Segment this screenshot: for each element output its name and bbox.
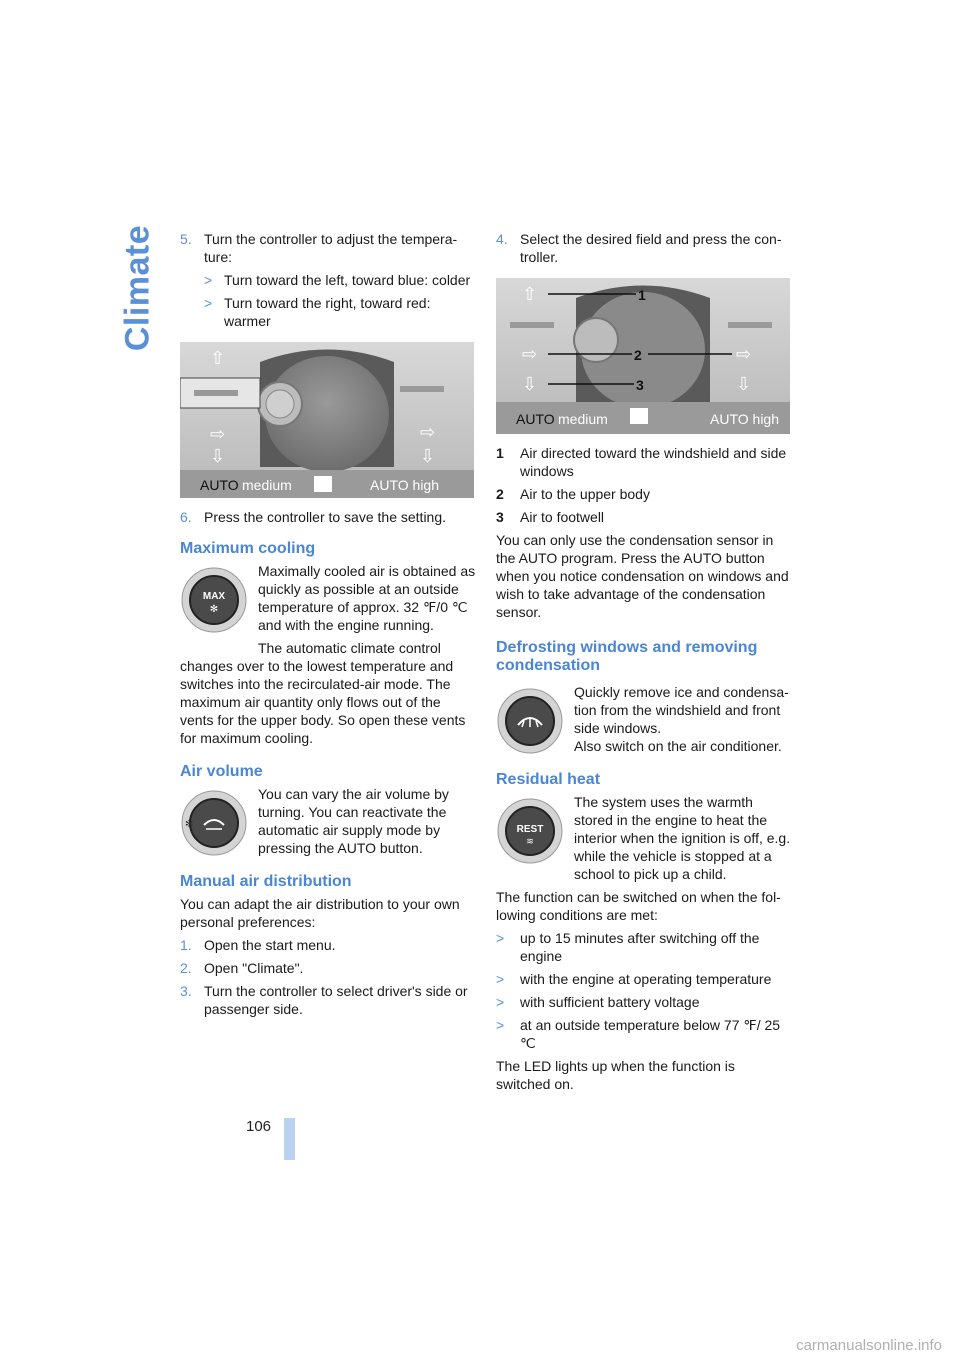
heading-defrosting: Defrosting windows and removing condensation xyxy=(496,639,758,674)
left-column xyxy=(180,230,476,1023)
condition-1: > up to 15 minutes after switching off the engine xyxy=(496,930,760,964)
page-number: 106 xyxy=(246,1118,272,1135)
heading-maximum-cooling: Maximum cooling xyxy=(180,540,316,557)
led-para: The LED lights up when the function is switched on. xyxy=(496,1058,735,1092)
defrost-block xyxy=(496,683,792,755)
right-column xyxy=(496,230,792,1098)
svg-text:REST: REST xyxy=(516,824,544,835)
defrost-para2: Also switch on the air conditioner. xyxy=(574,738,782,754)
step-4: 4. Select the desired field and press the con-troller. xyxy=(496,231,782,265)
defrost-button-icon xyxy=(496,687,564,755)
climate-display-figure-distribution xyxy=(496,278,790,434)
svg-text:⇩: ⇩ xyxy=(522,374,538,394)
air-distribution-graphic xyxy=(496,278,790,434)
svg-text:⇨: ⇨ xyxy=(522,344,538,364)
svg-text:AUTO: AUTO xyxy=(200,477,239,493)
residual-heat-block xyxy=(496,793,792,883)
svg-text:AUTO: AUTO xyxy=(516,411,555,427)
bullet-warmer: > Turn toward the right, toward red: warmer xyxy=(204,295,431,329)
section-title: Climate xyxy=(118,224,157,352)
heading-manual-air-distribution: Manual air distribution xyxy=(180,873,352,890)
legend-item-3: 3 Air to footwell xyxy=(496,509,605,525)
svg-text:⇩: ⇩ xyxy=(210,446,226,466)
step-5: 5. Turn the controller to adjust the tempera-ture: xyxy=(180,231,458,265)
heading-residual-heat: Residual heat xyxy=(496,771,601,788)
manual-intro: You can adapt the air distribution to your own personal preferences: xyxy=(180,896,460,930)
condition-4: > at an outside temperature below 77 ℉/ 25 ℃ xyxy=(496,1017,781,1051)
footer-watermark[interactable]: carmanualsonline.info xyxy=(796,1337,942,1354)
residual-conditions-intro: The function can be switched on when the fol-lowing conditions are met: xyxy=(496,889,781,923)
svg-text:⇩: ⇩ xyxy=(420,446,436,466)
svg-text:3: 3 xyxy=(636,377,644,393)
svg-text:⇧: ⇧ xyxy=(522,284,538,304)
svg-text:✻: ✻ xyxy=(209,604,219,615)
legend-item-1: 1 Air directed toward the windshield and side windows xyxy=(496,445,787,479)
climate-display-figure-temperature xyxy=(180,342,474,498)
condition-2: > with the engine at operating temperature xyxy=(496,971,772,987)
svg-text:MAX: MAX xyxy=(202,591,226,602)
air-volume-knob-icon xyxy=(180,789,248,857)
max-cooling-block xyxy=(180,562,476,634)
air-volume-block xyxy=(180,785,476,857)
condensation-para: You can only use the condensation sensor in the AUTO program. Press the AUTO button when you notice condensation on windows and wish to take advantage of the condensation sensor. xyxy=(496,532,789,620)
max-cooling-para1: Maximally cooled air is obtained as quickly as possible at an outside temperature of approx. 32 ℉/0 ℃ and with the engine running. xyxy=(258,563,476,633)
manual-step-1: 1. Open the start menu. xyxy=(180,937,336,953)
condition-3: > with sufficient battery voltage xyxy=(496,994,700,1010)
svg-text:⇩: ⇩ xyxy=(736,374,752,394)
max-button-icon xyxy=(180,566,248,634)
heading-air-volume: Air volume xyxy=(180,763,263,780)
manual-step-3: 3. Turn the controller to select driver's side or passenger side. xyxy=(180,983,468,1017)
svg-text:≋: ≋ xyxy=(526,836,534,846)
bullet-colder: > Turn toward the left, toward blue: colder xyxy=(204,272,471,288)
page-number-bar xyxy=(284,1118,295,1160)
manual-step-2: 2. Open "Climate". xyxy=(180,960,304,976)
svg-text:⇨: ⇨ xyxy=(420,422,436,442)
step-6: 6. Press the controller to save the setting. xyxy=(180,509,447,525)
svg-text:AUTO high: AUTO high xyxy=(370,477,439,493)
svg-text:AUTO high: AUTO high xyxy=(710,411,779,427)
legend-item-2: 2 Air to the upper body xyxy=(496,486,650,502)
svg-text:⇧: ⇧ xyxy=(210,348,226,368)
air-volume-para: You can vary the air volume by turning. You can reactivate the automatic air supply mode by pressing the AUTO button. xyxy=(258,786,449,856)
svg-text:✻: ✻ xyxy=(185,819,194,830)
svg-text:medium: medium xyxy=(558,411,608,427)
residual-para: The system uses the warmth stored in the engine to heat the interior when the ignition is off, e.g. while the vehicle is stopped at a school to pick up a child. xyxy=(574,794,791,882)
rest-button-icon xyxy=(496,797,564,865)
climate-display-graphic xyxy=(180,342,474,498)
svg-text:⇨: ⇨ xyxy=(736,344,752,364)
svg-text:2: 2 xyxy=(634,347,642,363)
svg-text:⇨: ⇨ xyxy=(210,424,226,444)
svg-text:medium: medium xyxy=(242,477,292,493)
max-cooling-para2: The automatic climate control changes over to the lowest temperature and switches into the recirculated-air mode. The maximum air quantity only flows out of the vents for the upper body. So open these vents for maximum cooling. xyxy=(180,640,466,746)
svg-text:1: 1 xyxy=(638,287,646,303)
defrost-para1: Quickly remove ice and condensa-tion from the windshield and front side windows. xyxy=(574,684,789,736)
